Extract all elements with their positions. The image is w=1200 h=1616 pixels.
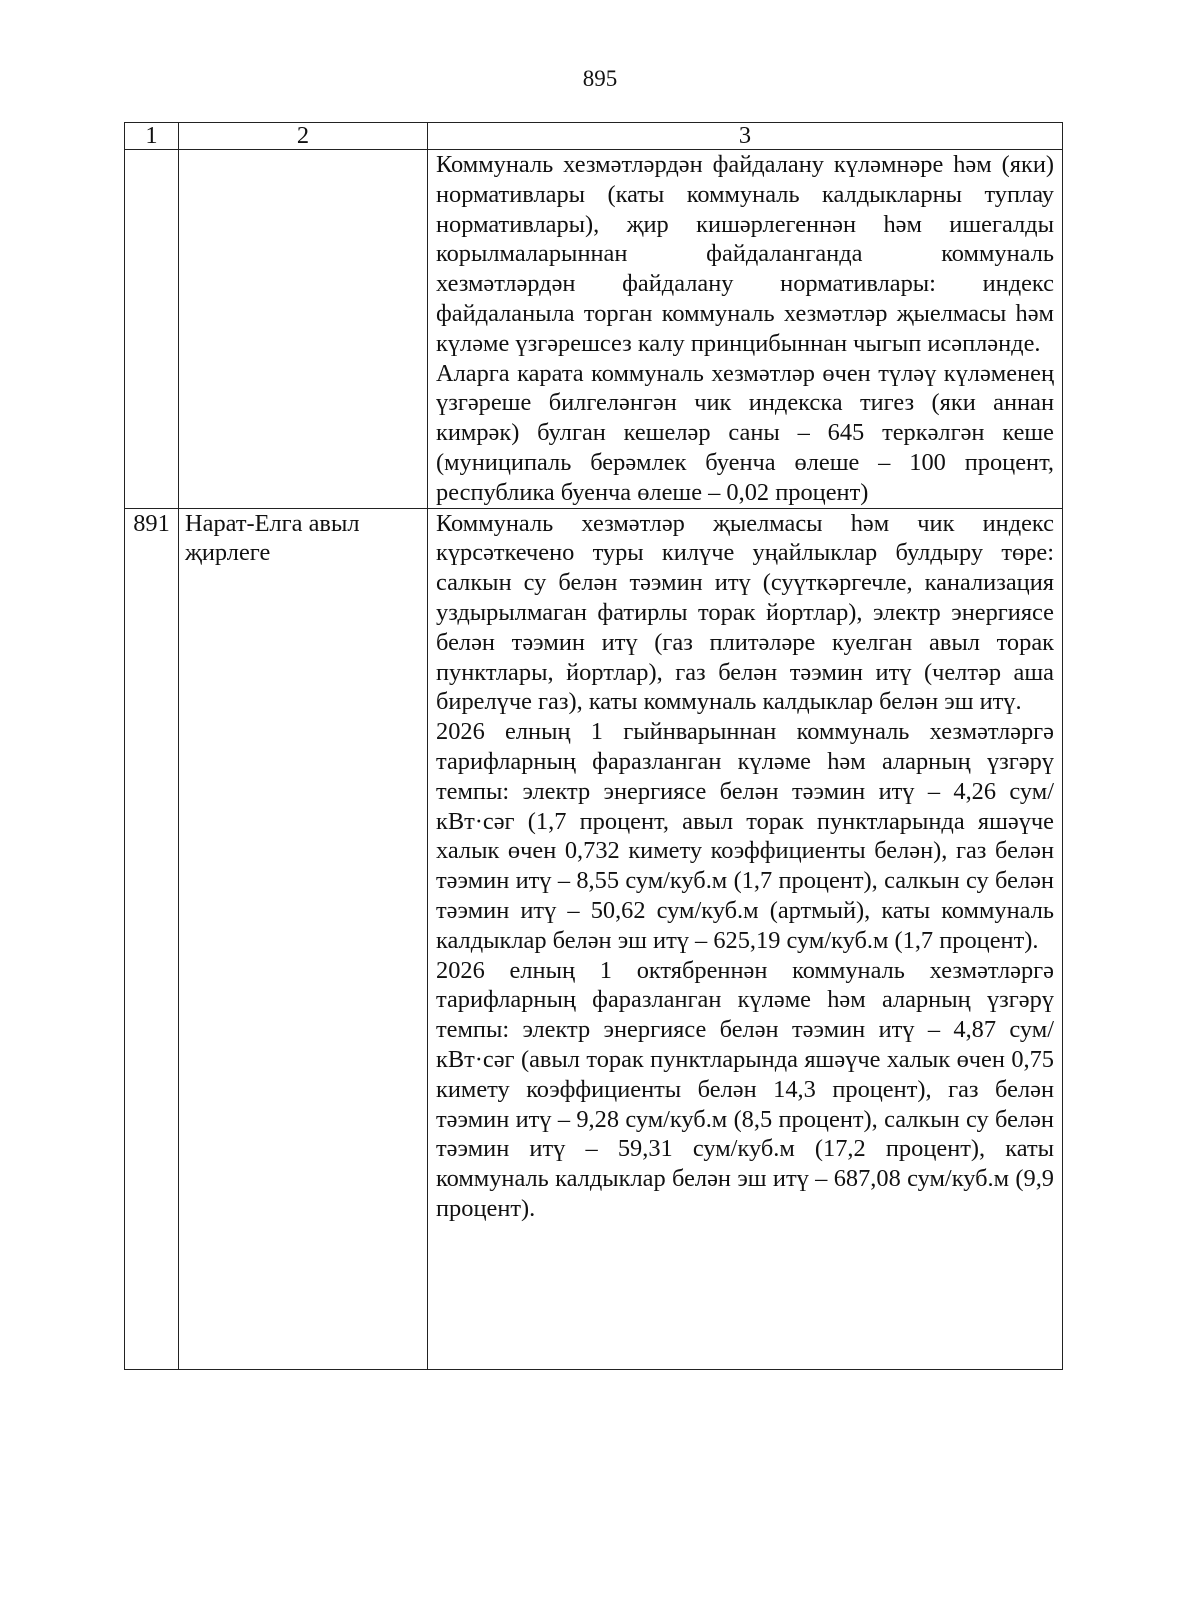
- settlement-name-cell: Нарат-Елга авыл җирлеге: [179, 508, 428, 1369]
- description-cell: [428, 508, 1063, 1369]
- description-cell: [428, 150, 1063, 509]
- description-paragraph: Аларга карата коммуналь хезмәтләр өчен түләү күләменең үзгәреше билгеләнгән чик индекска тигез (яки аннан кимрәк) булган кешеләр саны – 645 теркәлгән кеше (муниципаль берәмлек буенча өлеше – 100 процент, республика буенча өлеше – 0,02 процент): [436, 359, 1054, 506]
- table-row: [125, 150, 1063, 509]
- description-paragraph: Коммуналь хезмәтләр җыелмасы һәм чик индекс күрсәткечено туры килүче уңайлыклар булдыру төре: салкын су белән тәэмин итү (суүткәргечле, канализация уздырылмаган фатирлы торак йортлар), электр энергиясе белән тәэмин итү (газ плитәләре куелган авыл торак пунктлары, йортлар), газ белән тәэмин итү (челтәр аша бирелүче газ), каты коммуналь калдыклар белән эш итү.: [436, 509, 1054, 716]
- header-col-1: 1: [125, 123, 179, 150]
- settlement-name-cell: [179, 150, 428, 509]
- description-paragraph: 2026 елның 1 гыйнварыннан коммуналь хезмәтләргә тарифларның фаразланган күләме һәм аларның үзгәрү темпы: электр энергиясе белән тәэмин итү – 4,26 сум/кВт·сәг (1,7 процент, авыл торак пунктларында яшәүче халык өчен 0,732 кимету коэффициенты белән), газ белән тәэмин итү – 8,55 сум/куб.м (1,7 процент), салкын су белән тәэмин итү – 50,62 сум/куб.м (артмый), каты коммуналь калдыклар белән эш итү – 625,19 сум/куб.м (1,7 процент).: [436, 718, 1054, 954]
- row-number-cell: 891: [125, 508, 179, 1369]
- table-row: [125, 508, 1063, 1369]
- data-table: [124, 122, 1063, 1370]
- header-col-3: 3: [428, 123, 1063, 150]
- header-row: [125, 123, 1063, 150]
- page-number: 895: [582, 66, 618, 91]
- description-paragraph: 2026 елның 1 октябреннән коммуналь хезмәтләргә тарифларның фаразланган күләме һәм аларның үзгәрү темпы: электр энергиясе белән тәэмин итү – 4,87 сум/кВт·сәг (авыл торак пунктларында яшәүче халык өчен 0,75 кимету коэффициенты белән 14,3 процент), газ белән тәэмин итү – 9,28 сум/куб.м (8,5 процент), салкын су белән тәэмин итү – 59,31 сум/куб.м (17,2 процент), каты коммуналь калдыклар белән эш итү – 687,08 сум/куб.м (9,9 процент).: [436, 956, 1054, 1222]
- header-col-2: 2: [179, 123, 428, 150]
- table-header: [125, 123, 1063, 150]
- description-paragraph: Коммуналь хезмәтләрдән файдалану күләмнәре һәм (яки) нормативлары (каты коммуналь калдыкларны туплау нормативлары), җир кишәрлегеннән һәм ишегалды корылмаларыннан файдаланганда коммуналь хезмәтләрдән файдалану нормативлары: индекс файдаланыла торган коммуналь хезмәтләр җыелмасы һәм күләме үзгәрешсез калу принцибыннан чыгып исәпләнде.: [436, 151, 1054, 357]
- row-number-cell: [125, 150, 179, 509]
